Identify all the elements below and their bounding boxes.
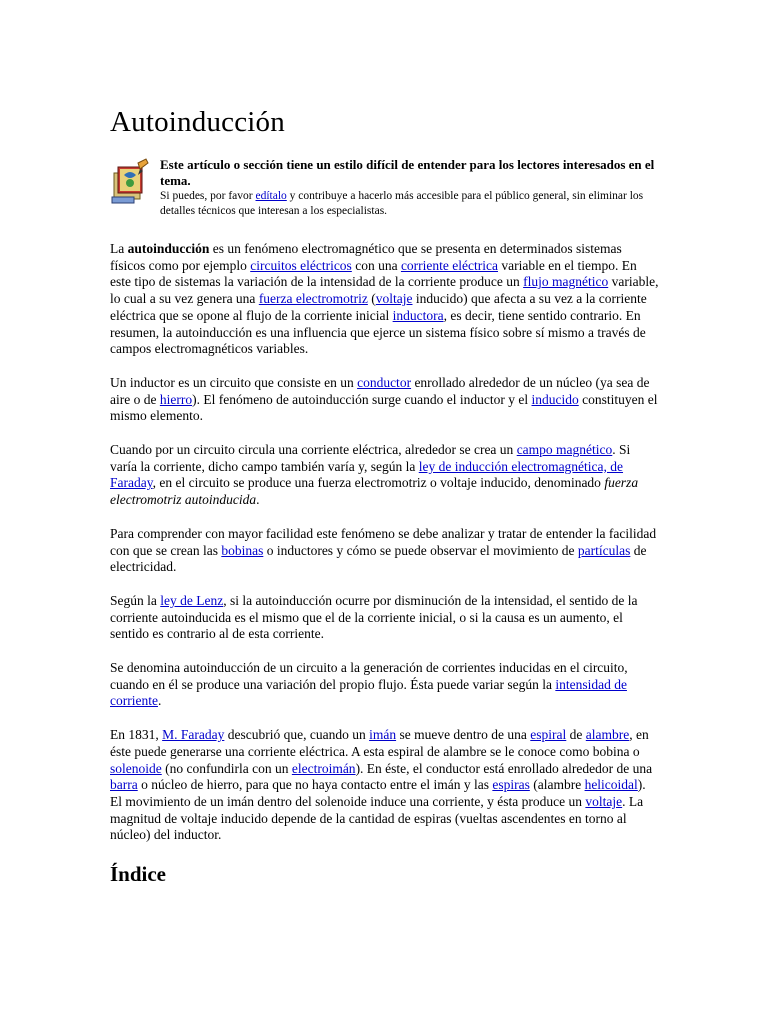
text-run: de: [566, 727, 586, 743]
article-link[interactable]: M. Faraday: [162, 727, 225, 743]
text-run: es un fenómeno electromagnético que se presenta en determinados sistemas físicos como por ejemplo: [110, 241, 622, 273]
body-paragraph: [110, 241, 660, 358]
text-run: , en éste puede generarse una corriente eléctrica. A esta espiral de alambre se le conoce como bobina o: [110, 727, 649, 759]
article-link[interactable]: solenoide: [110, 760, 162, 776]
body-paragraph: [110, 375, 660, 425]
article-link[interactable]: ley de Lenz: [160, 592, 224, 608]
article-link[interactable]: fuerza electromotriz: [258, 291, 368, 307]
article-link[interactable]: intensidad de corriente: [110, 676, 627, 709]
text-run: .: [256, 492, 260, 508]
article-link[interactable]: bobinas: [221, 542, 264, 558]
article-link[interactable]: ley de inducción electromagnética, de Faraday: [110, 458, 624, 491]
article-link[interactable]: voltaje: [375, 291, 413, 307]
text-run: con una: [351, 257, 401, 273]
article-link[interactable]: partículas: [577, 542, 631, 558]
body-paragraph: [110, 727, 660, 844]
text-run: Cuando por un circuito circula una corriente eléctrica, alrededor se crea un: [110, 442, 517, 458]
article-link[interactable]: imán: [369, 727, 397, 743]
article-link[interactable]: electroimán: [291, 760, 356, 776]
text-run: La: [110, 241, 128, 256]
book-pencil-icon: [110, 157, 150, 207]
text-run: enrollado alrededor de un núcleo (ya sea de aire o de: [110, 374, 650, 407]
text-run: descubrió que, cuando un: [224, 727, 370, 743]
index-heading: Índice: [110, 862, 167, 887]
text-run: ). En éste, el conductor está enrollado alrededor de una: [355, 760, 653, 776]
article-link[interactable]: conductor: [357, 374, 412, 390]
article-content: [110, 104, 660, 887]
article-body: [110, 241, 660, 844]
body-paragraph: [110, 442, 660, 509]
text-run: , es decir, tiene sentido contrario. En resumen, la autoinducción es una influencia que ejerce un sistema físico sobre sí mismo a través de campos electromagnéticos variables.: [110, 307, 646, 357]
text-run: , en el circuito se produce una fuerza electromotriz o voltaje inducido, denominado: [152, 475, 605, 491]
text-run: constituyen el mismo elemento.: [110, 391, 658, 424]
article-link[interactable]: voltaje: [585, 793, 623, 809]
notice-body-pre: Si puedes, por favor: [160, 190, 256, 202]
text-run: de electricidad.: [110, 542, 647, 575]
notice-body-post: y contribuye a hacerlo más accesible para el público general, sin eliminar los detalles técnicos que interesan a los especialistas.: [160, 190, 644, 217]
article-link[interactable]: inductora: [392, 307, 444, 323]
notice-title: Este artículo o sección tiene un estilo difícil de entender para los lectores interesados en el tema.: [160, 157, 655, 188]
body-paragraph: [110, 593, 660, 643]
text-run: variable, lo cual a su vez genera una: [110, 274, 659, 307]
text-run: . La magnitud de voltaje inducido depende de la cantidad de espiras (vueltas ascendentes en torno al núcleo) del inductor.: [110, 793, 644, 843]
text-run: ). El fenómeno de autoinducción surge cuando el inductor y el: [192, 391, 532, 407]
article-link[interactable]: alambre: [585, 727, 630, 743]
article-link[interactable]: campo magnético: [516, 442, 613, 458]
text-run: Según la: [110, 592, 161, 608]
article-link[interactable]: barra: [110, 777, 138, 793]
text-run: (: [367, 291, 376, 307]
edit-link[interactable]: edítalo: [255, 190, 287, 202]
text-run: se mueve dentro de una: [396, 727, 531, 743]
italic-term: fuerza electromotriz autoinducida: [110, 475, 639, 508]
body-paragraph: [110, 660, 660, 710]
article-link[interactable]: hierro: [159, 391, 193, 407]
body-paragraph: [110, 526, 660, 576]
page-title: Autoinducción: [110, 106, 285, 138]
text-run: . Si varía la corriente, dicho campo también varía y, según la: [110, 442, 631, 474]
text-run: o núcleo de hierro, para que no haya contacto entre el imán y las: [137, 777, 493, 793]
style-notice-box: [110, 157, 660, 223]
text-run: En 1831,: [110, 727, 163, 743]
article-link[interactable]: espiras: [492, 777, 530, 793]
text-run: .: [157, 693, 162, 709]
notice-body: [160, 189, 660, 219]
text-run: Se denomina autoinducción de un circuito a la generación de corrientes inducidas en el circuito, cuando en él se produce una variación del propio flujo. Ésta puede variar según la: [110, 660, 628, 692]
article-link[interactable]: flujo magnético: [523, 274, 609, 290]
text-run: Para comprender con mayor facilidad este fenómeno se debe analizar y tratar de entender la facilidad con que se crean las: [110, 525, 657, 558]
bold-term: autoinducción: [127, 241, 210, 256]
article-link[interactable]: inducido: [531, 391, 579, 407]
text-run: , si la autoinducción ocurre por disminución de la intensidad, el sentido de la corriente autoinducida es el mismo que el de la corriente inicial, o si la causa es un aumento, el sentido es contrario al de esta corriente.: [110, 592, 638, 642]
article-link[interactable]: circuitos eléctricos: [250, 257, 352, 273]
text-run: o inductores y cómo se puede observar el movimiento de: [263, 542, 578, 558]
text-run: variable en el tiempo. En este tipo de sistemas la variación de la intensidad de la corriente produce un: [110, 257, 637, 290]
text-run: Un inductor es un circuito que consiste en un: [110, 374, 358, 390]
text-run: (no confundirla con un: [161, 760, 292, 776]
text-run: (alambre: [529, 777, 585, 793]
notice-text: [160, 157, 660, 219]
article-link[interactable]: corriente eléctrica: [400, 257, 498, 273]
article-link[interactable]: helicoidal: [584, 777, 638, 793]
text-run: ). El movimiento de un imán dentro del solenoide induce una corriente, y ésta produce un: [110, 777, 646, 809]
text-run: inducido) que afecta a su vez a la corriente eléctrica que se opone al flujo de la corriente inicial: [110, 291, 647, 323]
article-link[interactable]: espiral: [530, 727, 567, 743]
